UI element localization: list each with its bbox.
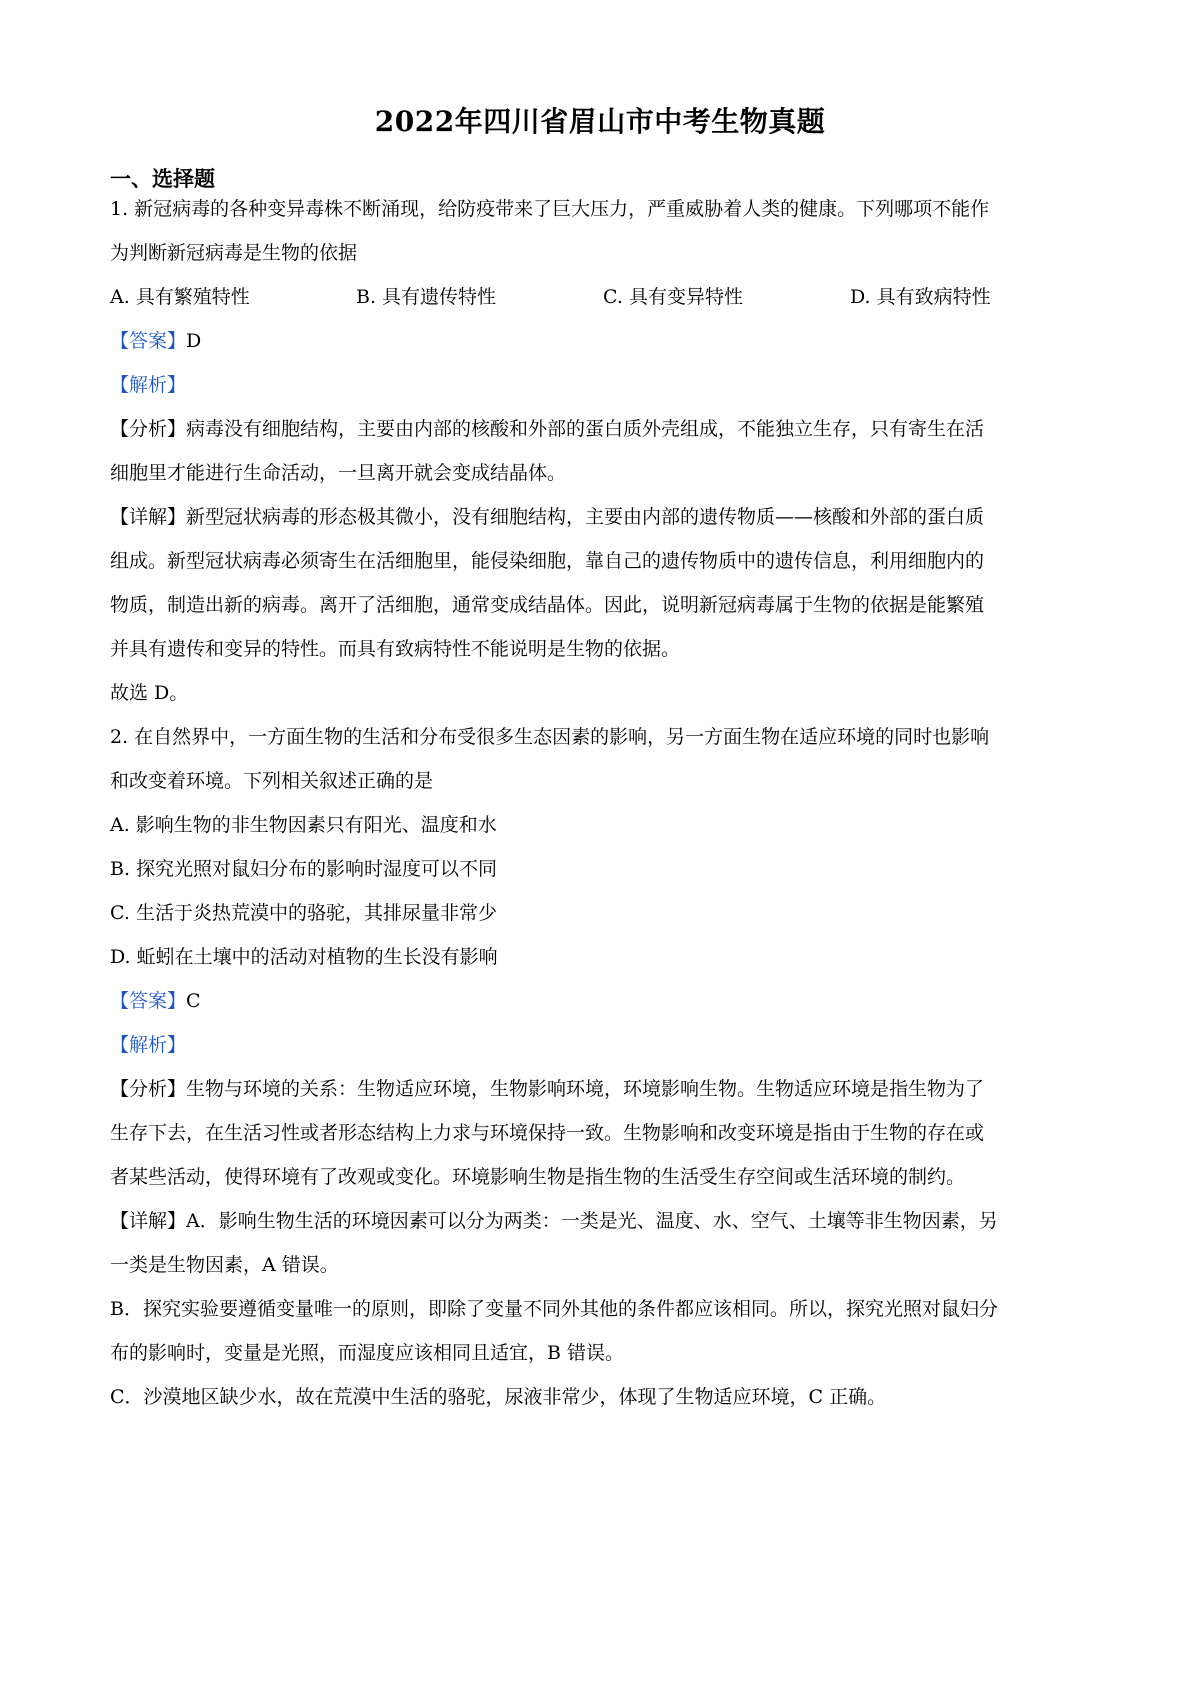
q2-answer-line	[110, 989, 201, 1013]
q1-detail-line-1: 【详解】新型冠状病毒的形态极其微小，没有细胞结构，主要由内部的遗传物质——核酸和外部的蛋白质	[110, 506, 985, 528]
q2-detail-line-4: 布的影响时，变量是光照，而湿度应该相同且适宜，B 错误。	[110, 1342, 625, 1364]
q1-detail-line-3: 物质，制造出新的病毒。离开了活细胞，通常变成结晶体。因此，说明新冠病毒属于生物的依据是能繁殖	[110, 594, 985, 616]
q2-stem-line-1: 2. 在自然界中，一方面生物的生活和分布受很多生态因素的影响，另一方面生物在适应环境的同时也影响	[110, 726, 990, 748]
q1-option-c: C. 具有变异特性	[603, 286, 743, 308]
q1-answer-value: D	[186, 330, 202, 352]
q1-option-a: A. 具有繁殖特性	[110, 286, 250, 308]
section-heading: 一、选择题	[110, 166, 215, 191]
q1-analysis-line-1: 【分析】病毒没有细胞结构，主要由内部的核酸和外部的蛋白质外壳组成，不能独立生存，只有寄生在活	[110, 418, 985, 440]
q1-option-d: D. 具有致病特性	[850, 286, 991, 308]
q2-detail-line-5: C．沙漠地区缺少水，故在荒漠中生活的骆驼，尿液非常少，体现了生物适应环境，C 正确。	[110, 1386, 887, 1408]
q1-detail-line-4: 并具有遗传和变异的特性。而具有致病特性不能说明是生物的依据。	[110, 638, 681, 660]
q2-option-c: C. 生活于炎热荒漠中的骆驼，其排尿量非常少	[110, 902, 497, 924]
answer-tag: 【答案】	[110, 990, 187, 1012]
answer-tag: 【答案】	[110, 330, 187, 352]
q1-stem-line-2: 为判断新冠病毒是生物的依据	[110, 242, 358, 264]
q1-answer-line	[110, 329, 201, 353]
q2-detail-line-1: 【详解】A．影响生物生活的环境因素可以分为两类：一类是光、温度、水、空气、土壤等非生物因素，另	[110, 1210, 998, 1232]
q2-analysis-line-3: 者某些活动，使得环境有了改观或变化。环境影响生物是指生物的生活受生存空间或生活环境的制约。	[110, 1166, 966, 1188]
q2-detail-line-3: B．探究实验要遵循变量唯一的原则，即除了变量不同外其他的条件都应该相同。所以，探究光照对鼠妇分	[110, 1298, 998, 1320]
q2-analysis-tag	[110, 1033, 186, 1057]
q2-stem-line-2: 和改变着环境。下列相关叙述正确的是	[110, 770, 434, 792]
analysis-tag: 【解析】	[110, 1034, 187, 1056]
q2-analysis-line-1: 【分析】生物与环境的关系：生物适应环境，生物影响环境，环境影响生物。生物适应环境是指生物为了	[110, 1078, 985, 1100]
q1-conclusion: 故选 D。	[110, 682, 189, 704]
q1-analysis-line-2: 细胞里才能进行生命活动，一旦离开就会变成结晶体。	[110, 462, 567, 484]
q2-analysis-line-2: 生存下去，在生活习性或者形态结构上力求与环境保持一致。生物影响和改变环境是指由于生物的存在或	[110, 1122, 985, 1144]
q1-detail-line-2: 组成。新型冠状病毒必须寄生在活细胞里，能侵染细胞，靠自己的遗传物质中的遗传信息，利用细胞内的	[110, 550, 985, 572]
q2-option-d: D. 蚯蚓在土壤中的活动对植物的生长没有影响	[110, 946, 498, 968]
q1-option-b: B. 具有遗传特性	[356, 286, 497, 308]
analysis-tag: 【解析】	[110, 374, 187, 396]
q2-answer-value: C	[186, 990, 201, 1012]
q2-option-b: B. 探究光照对鼠妇分布的影响时湿度可以不同	[110, 858, 498, 880]
q1-analysis-tag	[110, 373, 186, 397]
q2-detail-line-2: 一类是生物因素，A 错误。	[110, 1254, 339, 1276]
page-title: 2022年四川省眉山市中考生物真题	[374, 105, 826, 138]
q2-option-a: A. 影响生物的非生物因素只有阳光、温度和水	[110, 814, 497, 836]
q1-stem-line-1: 1. 新冠病毒的各种变异毒株不断涌现，给防疫带来了巨大压力，严重威胁着人类的健康。下列哪项不能作	[110, 198, 990, 220]
